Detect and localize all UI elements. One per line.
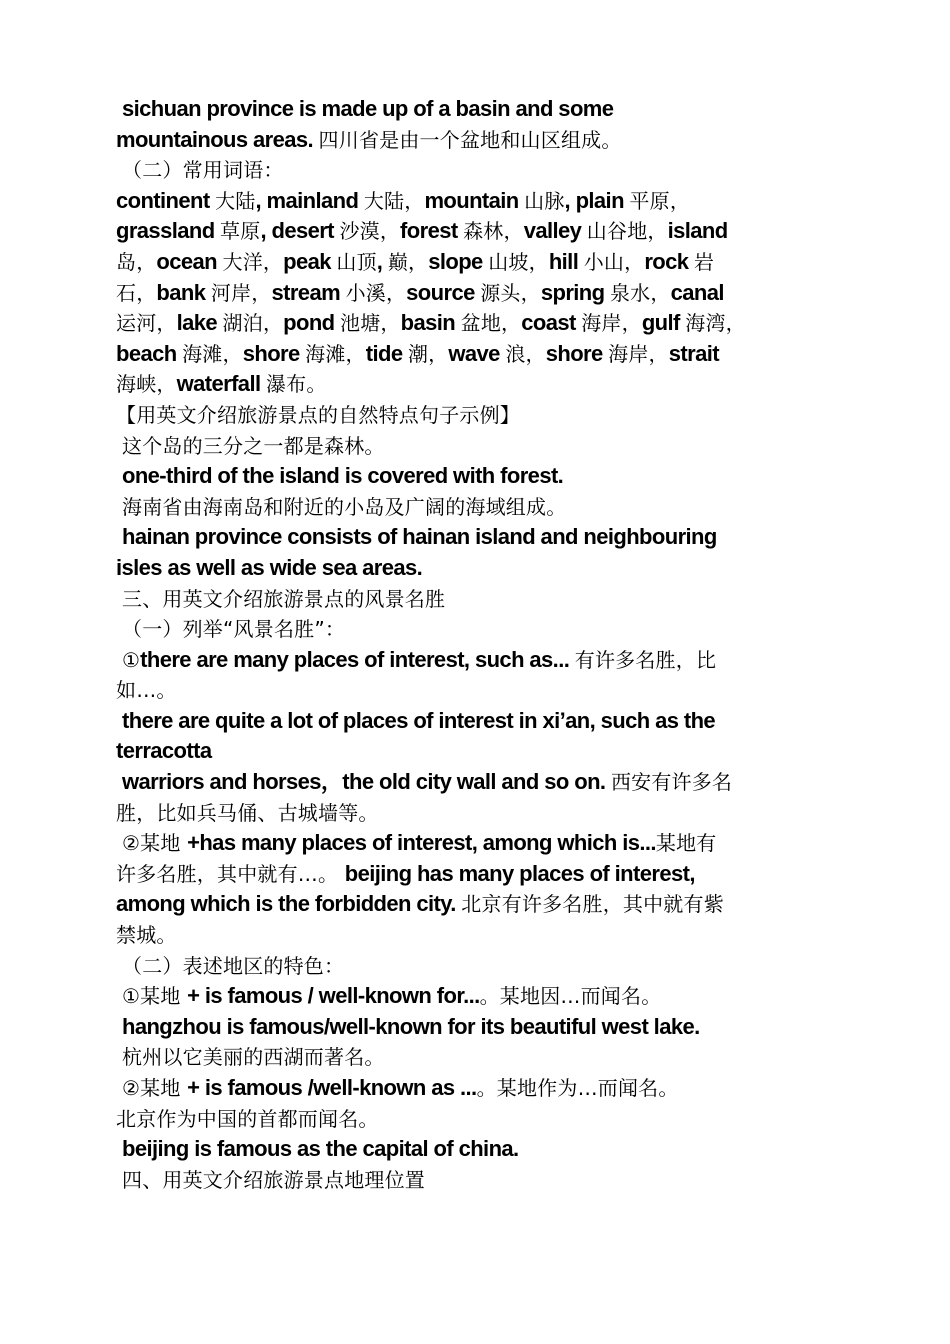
chinese-text: （二）常用词语： [122,158,284,183]
chinese-text: 山坡， [488,249,549,274]
english-text: shore [545,340,609,366]
text-line [116,1104,856,1135]
text-line [116,431,856,462]
text-line [116,706,856,737]
chinese-text: 巅， [387,249,429,274]
english-text: peak [283,248,337,274]
text-line [116,584,856,615]
chinese-text: 有许多名胜，比 [574,647,717,672]
chinese-text: 森林， [463,219,524,244]
text-line [116,675,856,706]
text-line [116,125,856,156]
english-text: terracotta [116,738,212,764]
english-text: forest [400,218,464,244]
text-line [116,94,856,125]
english-text: valley [523,218,587,244]
chinese-text: 瀑布。 [265,372,327,397]
chinese-text: 某地有 [655,831,717,856]
text-line [116,1012,856,1043]
english-text: pond [283,310,341,336]
english-text: coast [521,310,582,336]
english-text: , [376,248,388,274]
chinese-text: 北京有许多名胜，其中就有紫 [461,892,724,917]
chinese-text: 。某地因…而闻名。 [479,984,662,1009]
english-text: one-third of the island is covered with forest. [122,463,564,489]
english-text: there are quite a lot of places of interest in xi’an, such as the [122,707,716,733]
text-line [116,767,856,798]
text-line [116,1134,856,1165]
chinese-text: ②某地 [122,1076,188,1100]
text-line [116,522,856,553]
english-text: ocean [156,248,223,274]
english-text: sichuan province is made up of a basin and some [122,96,614,121]
english-text: stream [271,279,346,305]
chinese-text: 海滩， [182,341,243,366]
chinese-text: 泉水， [609,280,671,305]
chinese-text: 湖泊， [222,311,284,336]
chinese-text: 这个岛的三分之一都是森林。 [122,433,385,458]
chinese-text: 四、用英文介绍旅游景点地理位置 [122,1167,425,1192]
text-line [116,645,856,676]
text-line [116,216,856,247]
chinese-text: 海岸， [581,311,642,336]
chinese-text: 山顶 [336,249,377,274]
english-text: , desert [260,218,340,244]
chinese-text: 沙漠， [339,219,401,244]
text-line [116,1165,856,1196]
english-text: hainan province consists of hainan island and neighbouring [122,524,717,550]
text-line [116,889,856,920]
text-line [116,553,856,584]
english-text: slope [428,248,489,274]
chinese-text: （一）列举“风景名胜”： [122,617,346,642]
chinese-text: 浪， [505,341,546,366]
english-text: mountain [424,187,525,213]
text-line [116,859,856,890]
text-line [116,308,856,339]
chinese-text: 如…。 [116,678,177,703]
chinese-text: 运河， [116,311,177,336]
chinese-text: 源头， [480,280,541,305]
text-line [116,461,856,492]
chinese-text: 岩 [693,249,715,274]
chinese-text: 杭州以它美丽的西湖而著名。 [122,1045,385,1070]
chinese-text: ①某地 [122,984,188,1009]
english-text: , mainland [255,187,364,213]
english-text: basin [400,310,461,336]
chinese-text: 。某地作为…而闻名。 [476,1076,679,1100]
english-text: , plain [564,187,630,213]
text-line [116,1042,856,1073]
chinese-text: 四川省是由一个盆地和山区组成。 [318,127,622,152]
english-text: lake [176,310,223,336]
text-line [116,798,856,829]
english-text: canal [670,279,724,305]
english-text: isles as well as wide sea areas. [116,554,423,580]
chinese-text: 岛， [116,249,157,274]
english-text: warriors and horses，the old city wall and so on. [122,769,611,795]
english-text: + is famous / well-known for... [187,983,480,1009]
chinese-text: 海滩， [305,341,366,366]
chinese-text: 禁城。 [116,923,177,948]
english-text: beijing has many places of interest, [344,860,695,886]
english-text: source [406,279,481,305]
english-text: beach [116,340,183,366]
english-text: there are many places of interest, such as... [140,646,575,672]
chinese-text: 大陆， [363,188,425,213]
chinese-text: ① [122,647,141,672]
text-line [116,981,856,1012]
english-text: rock [644,248,694,274]
chinese-text: 小溪， [345,280,407,305]
english-text: island [667,218,728,244]
english-text: hangzhou is famous/well-known for its beautiful west lake. [122,1013,700,1039]
text-line [116,278,856,309]
english-text: wave [448,340,506,366]
text-line [116,828,856,859]
text-line [116,339,856,370]
chinese-text: 大洋， [222,249,284,274]
chinese-text: 北京作为中国的首都而闻名。 [116,1106,379,1131]
chinese-text: 池塘， [340,311,401,336]
english-text: +has many places of interest, among which is... [187,830,656,856]
chinese-text: 三、用英文介绍旅游景点的风景名胜 [122,586,446,611]
english-text: mountainous areas. [116,126,319,152]
text-line [116,155,856,186]
english-text: grassland [116,218,221,244]
english-text: tide [365,340,408,366]
english-text: shore [242,340,306,366]
chinese-text: 大陆 [215,188,256,213]
text-line [116,247,856,278]
text-line [116,736,856,767]
text-line [116,186,856,217]
chinese-text: 山谷地， [586,219,668,244]
document-page [116,94,856,1195]
chinese-text: 河岸， [210,280,272,305]
chinese-text: 海湾， [685,311,746,336]
english-text: + is famous /well-known as ... [187,1075,477,1100]
english-text: waterfall [176,371,266,397]
text-line [116,492,856,523]
text-line [116,400,856,431]
english-text: strait [668,340,719,366]
text-line [116,369,856,400]
chinese-text: 盆地， [460,311,522,336]
english-text: among which is the forbidden city. [116,891,462,917]
chinese-text: 石， [116,280,157,305]
chinese-text: 潮， [407,341,449,366]
chinese-text: 小山， [583,249,645,274]
text-line [116,920,856,951]
text-line [116,951,856,982]
english-text: continent [116,187,216,213]
chinese-text: 山脉 [524,188,565,213]
chinese-text: 西安有许多名 [610,770,733,795]
chinese-text: 海岸， [608,341,669,366]
chinese-text: ②某地 [122,831,188,856]
chinese-text: 【用英文介绍旅游景点的自然特点句子示例】 [116,402,520,427]
text-line [116,1073,856,1104]
chinese-text: 许多名胜，其中就有…。 [116,861,345,886]
english-text: gulf [641,310,686,336]
english-text: spring [540,279,610,305]
chinese-text: 海峡， [116,372,177,397]
chinese-text: 胜，比如兵马俑、古城墙等。 [116,800,379,825]
chinese-text: 草原 [220,219,261,244]
chinese-text: 海南省由海南岛和附近的小岛及广阔的海域组成。 [122,494,567,519]
english-text: hill [548,248,584,274]
chinese-text: （二）表述地区的特色： [122,953,345,978]
chinese-text: 平原， [629,188,691,213]
text-line [116,614,856,645]
english-text: bank [156,279,211,305]
english-text: beijing is famous as the capital of china. [122,1136,519,1162]
